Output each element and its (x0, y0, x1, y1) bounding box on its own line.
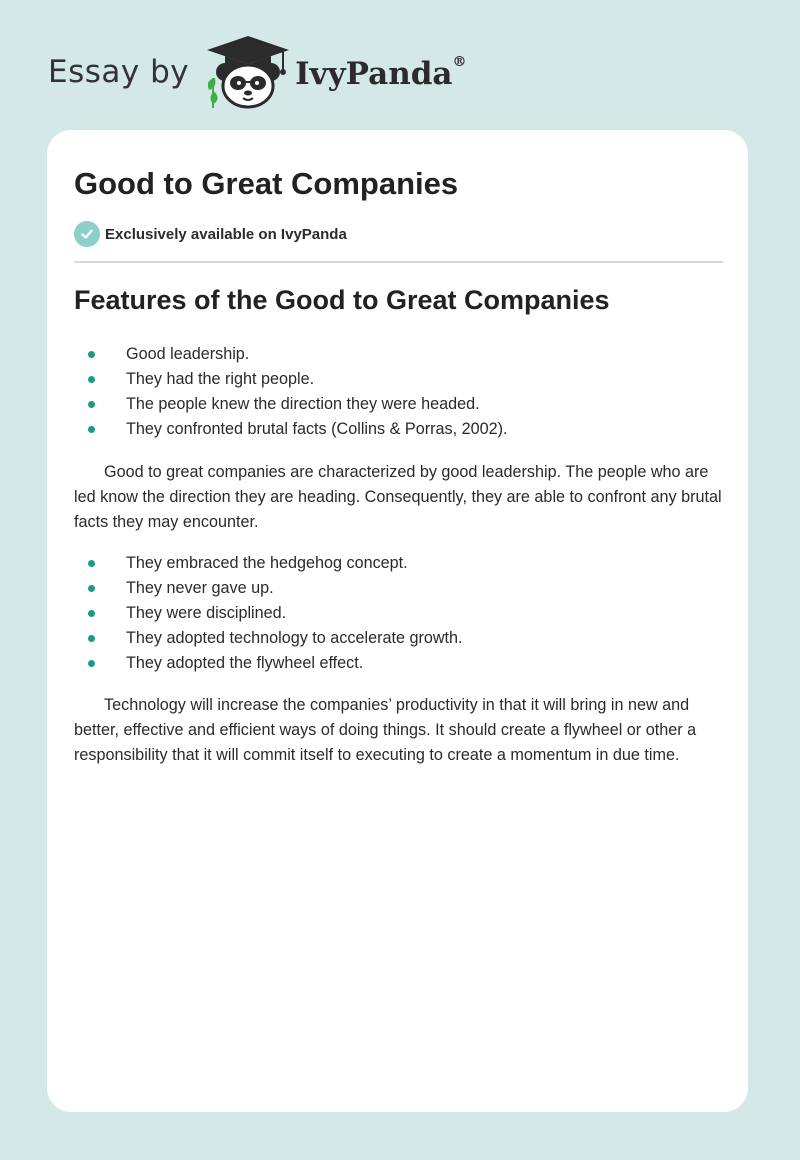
list-item: Good leadership. (74, 342, 724, 367)
essay-card (47, 130, 748, 1112)
paragraph-two: Technology will increase the companies’ productivity in that it will bring in new and better, effective and efficient ways of doing things. It should create a flywheel or other a responsibility that it will commit itself to executing to create a momentum in due time. (74, 696, 697, 764)
panda-graduate-icon[interactable] (203, 34, 293, 110)
exclusive-badge-label: Exclusively available on IvyPanda (105, 225, 347, 243)
bullet-dot-icon (88, 585, 95, 592)
bullet-dot-icon (88, 376, 95, 383)
list-item: They were disciplined. (74, 601, 724, 626)
section-heading: Features of the Good to Great Companies (74, 285, 610, 315)
list-item: They adopted the flywheel effect. (74, 651, 724, 676)
bullet-dot-icon (88, 660, 95, 667)
bullet-dot-icon (88, 426, 95, 433)
features-list-one (74, 342, 724, 442)
registered-mark: ® (452, 54, 467, 70)
bullet-dot-icon (88, 610, 95, 617)
brand-name[interactable]: IvyPanda® (295, 54, 467, 92)
features-list-two (74, 551, 724, 676)
list-item: The people knew the direction they were headed. (74, 392, 724, 417)
list-item: They adopted technology to accelerate growth. (74, 626, 724, 651)
list-item: They had the right people. (74, 367, 724, 392)
exclusive-badge (74, 221, 347, 247)
bullet-dot-icon (88, 401, 95, 408)
bullet-dot-icon (88, 635, 95, 642)
bullet-dot-icon (88, 560, 95, 567)
list-item: They never gave up. (74, 576, 724, 601)
check-circle-icon (74, 221, 100, 247)
list-item: They embraced the hedgehog concept. (74, 551, 724, 576)
paragraph-one: Good to great companies are characterized by good leadership. The people who are led know the direction they are heading. Consequently, they are able to confront any brutal facts they may encounter. (74, 463, 722, 531)
bullet-dot-icon (88, 351, 95, 358)
essay-by-label: Essay by (48, 54, 190, 90)
site-header (48, 34, 467, 110)
divider (74, 261, 723, 263)
page-title: Good to Great Companies (74, 166, 459, 201)
list-item: They confronted brutal facts (Collins & Porras, 2002). (74, 417, 724, 442)
